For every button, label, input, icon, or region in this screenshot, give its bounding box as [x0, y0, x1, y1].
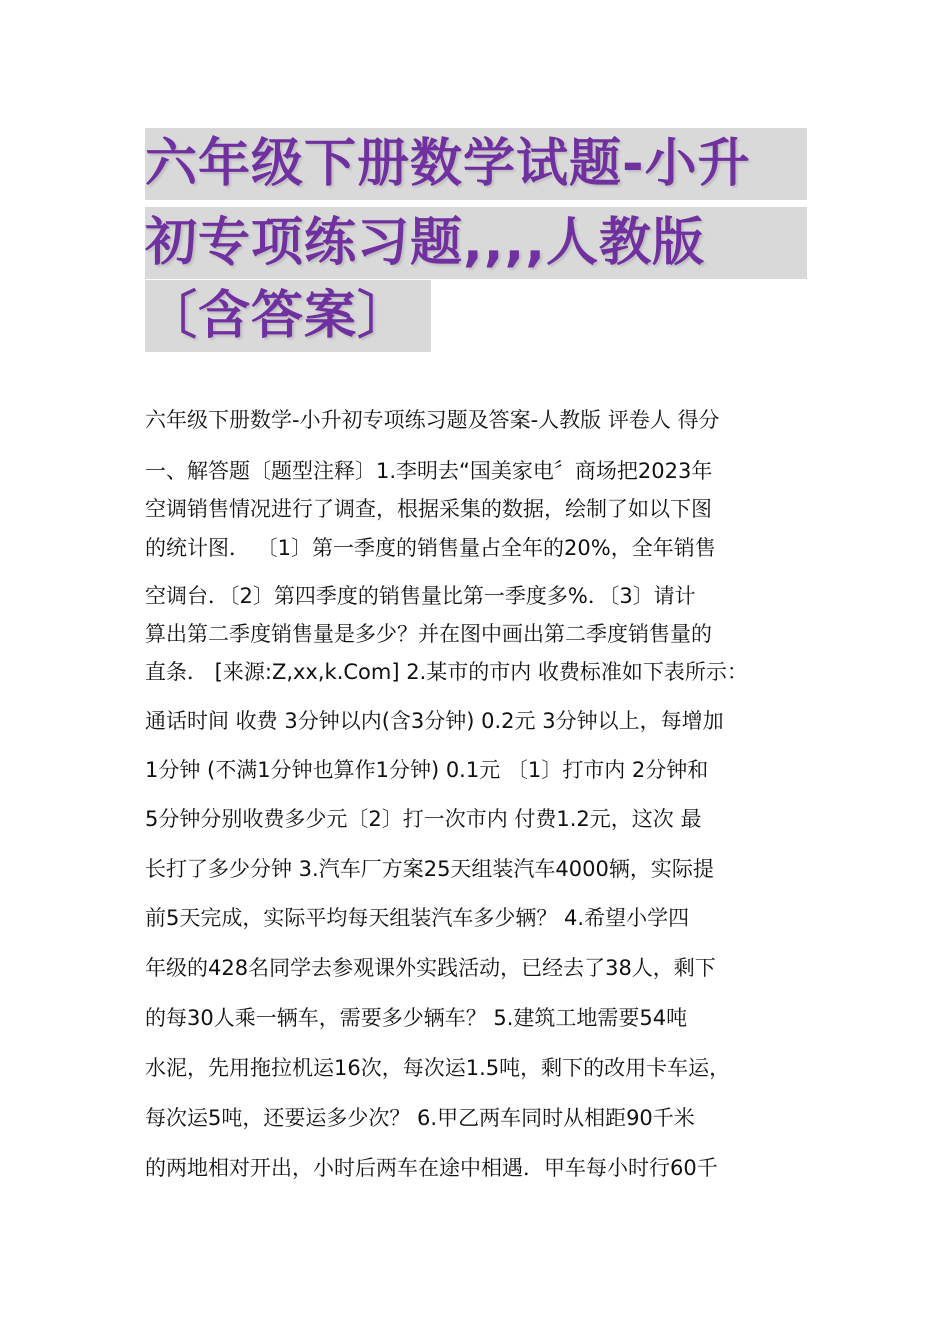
body-line-15: 水泥，先用拖拉机运16次，每次运1.5吨，剩下的改用卡车运， — [145, 1056, 731, 1080]
title-line-2: 初专项练习题,,,,人教版 — [145, 207, 807, 279]
title-line-1: 六年级下册数学试题-小升 — [145, 128, 807, 200]
body-line-4: 的统计图． 〔1〕第一季度的销售量占全年的20%，全年销售 — [145, 536, 716, 560]
body-line-13: 年级的428名同学去参观课外实践活动，已经去了38人，剩下 — [145, 956, 716, 980]
body-line-11: 长打了多少分钟 3.汽车厂方案25天组装汽车4000辆，实际提 — [145, 857, 714, 881]
body-line-16: 每次运5吨，还要运多少次？ 6.甲乙两车同时从相距90千米 — [145, 1106, 695, 1130]
body-line-17: 的两地相对开出，小时后两车在途中相遇．甲车每小时行60千 — [145, 1156, 718, 1180]
body-line-5: 空调台．〔2〕第四季度的销售量比第一季度多%．〔3〕请计 — [145, 584, 696, 608]
body-line-2: 一、解答题〔题型注释〕1.李明去“国美家电〞商场把2023年 — [145, 459, 713, 483]
body-line-3: 空调销售情况进行了调查，根据采集的数据，绘制了如以下图 — [145, 497, 712, 521]
body-line-9: 1分钟 (不满1分钟也算作1分钟) 0.1元 〔1〕打市内 2分钟和 — [145, 758, 709, 782]
body-line-12: 前5天完成，实际平均每天组装汽车多少辆？ 4.希望小学四 — [145, 906, 690, 930]
title-line-3: 〔含答案〕 — [145, 280, 431, 352]
body-line-6: 算出第二季度销售量是多少？并在图中画出第二季度销售量的 — [145, 622, 712, 646]
body-line-8: 通话时间 收费 3分钟以内(含3分钟) 0.2元 3分钟以上，每增加 — [145, 709, 724, 733]
body-line-10: 5分钟分别收费多少元〔2〕打一次市内 付费1.2元，这次 最 — [145, 807, 702, 831]
body-line-1: 六年级下册数学-小升初专项练习题及答案-人教版 评卷人 得分 — [145, 408, 720, 432]
body-line-7: 直条． [来源:Z,xx,k.Com] 2.某市的市内 收费标准如下表所示： — [145, 660, 748, 684]
body-line-14: 的每30人乘一辆车，需要多少辆车？ 5.建筑工地需要54吨 — [145, 1006, 688, 1030]
